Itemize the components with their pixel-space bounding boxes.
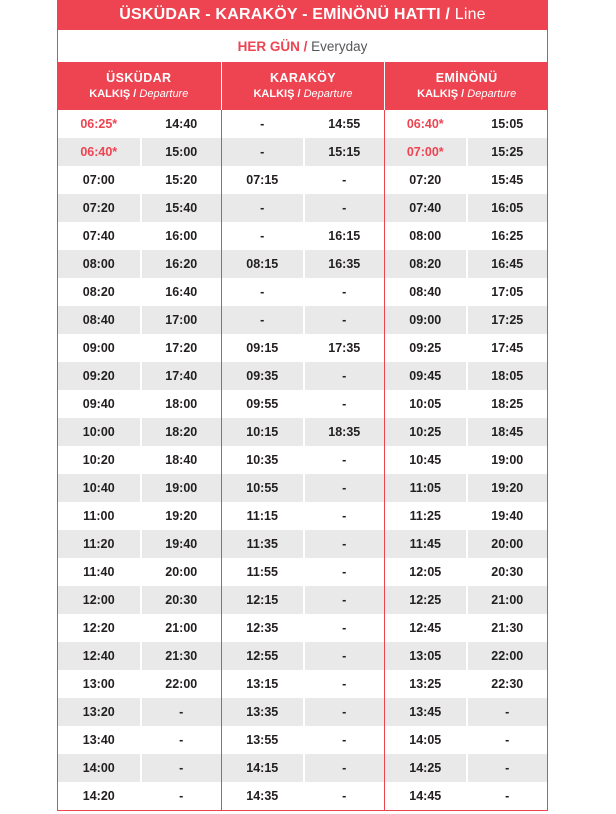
timetable-row	[58, 530, 547, 558]
timetable-row	[58, 502, 547, 530]
no-service-cell: -	[303, 390, 385, 418]
time-cell: 15:20	[140, 166, 222, 194]
departure-label: KALKIŞ / Departure	[89, 88, 189, 101]
time-cell: 07:40	[384, 194, 466, 222]
time-cell: 12:40	[82, 649, 115, 663]
no-service-cell: -	[303, 306, 385, 334]
time-cell: 08:00	[384, 222, 466, 250]
time-cell: 13:45	[384, 698, 466, 726]
no-service-cell: -	[303, 530, 385, 558]
no-service-cell: -	[140, 754, 222, 782]
schedule-label	[57, 30, 548, 62]
timetable-row	[58, 474, 547, 502]
time-cell: 20:00	[466, 530, 548, 558]
no-service-cell: -	[303, 362, 385, 390]
station-name: KARAKÖY	[269, 70, 336, 85]
no-service-cell: -	[140, 698, 222, 726]
no-service-cell: -	[303, 754, 385, 782]
time-cell: 16:35	[303, 250, 385, 278]
time-cell: 12:35	[221, 614, 303, 642]
time-cell: 11:25	[384, 502, 466, 530]
route-title-text: ÜSKÜDAR - KARAKÖY - EMİNÖNÜ HATTI /	[119, 6, 455, 23]
no-service-cell: -	[303, 446, 385, 474]
time-cell: 21:30	[466, 614, 548, 642]
timetable-row	[58, 166, 547, 194]
time-cell: 15:05	[466, 110, 548, 138]
timetable-row	[58, 558, 547, 586]
time-cell: 06:25*	[80, 117, 118, 131]
time-cell: 19:40	[466, 502, 548, 530]
time-cell: 09:40	[82, 397, 115, 411]
schedule-label-tr: HER GÜN /	[237, 38, 312, 54]
no-service-cell: -	[303, 194, 385, 222]
time-cell: 21:00	[140, 614, 222, 642]
time-cell: 15:25	[466, 138, 548, 166]
time-cell: 16:25	[466, 222, 548, 250]
time-cell: 12:25	[384, 586, 466, 614]
time-cell: 20:30	[466, 558, 548, 586]
time-cell: 10:20	[82, 453, 115, 467]
time-cell: 11:45	[384, 530, 466, 558]
time-cell: 17:00	[140, 306, 222, 334]
time-cell: 10:00	[82, 425, 115, 439]
time-cell: 13:25	[384, 670, 466, 698]
timetable-row	[58, 362, 547, 390]
time-cell: 09:45	[384, 362, 466, 390]
time-cell: 18:25	[466, 390, 548, 418]
time-cell: 16:20	[140, 250, 222, 278]
time-cell: 06:40*	[384, 110, 466, 138]
time-cell: 19:40	[140, 530, 222, 558]
time-cell: 13:00	[82, 677, 115, 691]
no-service-cell: -	[221, 278, 303, 306]
time-cell: 13:35	[221, 698, 303, 726]
route-title	[57, 0, 548, 30]
time-cell: 18:35	[303, 418, 385, 446]
no-service-cell: -	[221, 222, 303, 250]
time-cell: 09:20	[82, 369, 115, 383]
time-cell: 13:20	[82, 705, 115, 719]
time-cell: 17:35	[303, 334, 385, 362]
time-cell: 14:55	[303, 110, 385, 138]
time-cell: 07:20	[82, 201, 115, 215]
time-cell: 11:55	[221, 558, 303, 586]
time-cell: 12:55	[221, 642, 303, 670]
time-cell: 17:05	[466, 278, 548, 306]
route-title-suffix: Line	[454, 6, 486, 23]
timetable-row	[58, 418, 547, 446]
timetable-row	[58, 614, 547, 642]
time-cell: 14:45	[384, 782, 466, 810]
time-cell: 19:00	[466, 446, 548, 474]
no-service-cell: -	[303, 782, 385, 810]
time-cell: 13:15	[221, 670, 303, 698]
time-cell: 08:00	[82, 257, 115, 271]
departure-label: KALKIŞ / Departure	[417, 88, 517, 101]
timetable-row	[58, 390, 547, 418]
time-cell: 16:40	[140, 278, 222, 306]
no-service-cell: -	[303, 614, 385, 642]
timetable-row	[58, 782, 547, 810]
timetable-row	[58, 278, 547, 306]
time-cell: 08:20	[82, 285, 115, 299]
timetable-row	[58, 642, 547, 670]
time-cell: 09:00	[384, 306, 466, 334]
no-service-cell: -	[303, 166, 385, 194]
departure-label: KALKIŞ / Departure	[253, 88, 353, 101]
time-cell: 19:00	[140, 474, 222, 502]
no-service-cell: -	[140, 782, 222, 810]
timetable-row	[58, 306, 547, 334]
time-cell: 18:00	[140, 390, 222, 418]
time-cell: 14:40	[140, 110, 222, 138]
time-cell: 10:05	[384, 390, 466, 418]
time-cell: 09:15	[221, 334, 303, 362]
time-cell: 22:00	[466, 642, 548, 670]
time-cell: 15:40	[140, 194, 222, 222]
time-cell: 19:20	[466, 474, 548, 502]
time-cell: 13:55	[221, 726, 303, 754]
time-cell: 10:55	[221, 474, 303, 502]
time-cell: 12:05	[384, 558, 466, 586]
no-service-cell: -	[466, 754, 548, 782]
column-header-band	[57, 62, 548, 110]
time-cell: 14:00	[82, 761, 115, 775]
time-cell: 15:45	[466, 166, 548, 194]
time-cell: 14:35	[221, 782, 303, 810]
time-cell: 10:35	[221, 446, 303, 474]
no-service-cell: -	[221, 138, 303, 166]
no-service-cell: -	[221, 306, 303, 334]
time-cell: 18:20	[140, 418, 222, 446]
time-cell: 16:15	[303, 222, 385, 250]
column-header-karakoy	[221, 62, 385, 110]
schedule-label-en: Everyday	[311, 38, 368, 54]
timetable-row	[58, 194, 547, 222]
station-name: ÜSKÜDAR	[106, 70, 172, 85]
no-service-cell: -	[303, 558, 385, 586]
time-cell: 15:15	[303, 138, 385, 166]
time-cell: 11:00	[83, 509, 115, 523]
time-cell: 12:15	[221, 586, 303, 614]
time-cell: 09:00	[82, 341, 115, 355]
no-service-cell: -	[303, 502, 385, 530]
time-cell: 13:05	[384, 642, 466, 670]
time-cell: 16:05	[466, 194, 548, 222]
no-service-cell: -	[466, 726, 548, 754]
no-service-cell: -	[303, 474, 385, 502]
time-cell: 14:20	[82, 789, 115, 803]
time-cell: 08:40	[384, 278, 466, 306]
time-cell: 17:45	[466, 334, 548, 362]
time-cell: 20:00	[140, 558, 222, 586]
timetable-body	[57, 110, 548, 811]
timetable-row	[58, 222, 547, 250]
time-cell: 11:15	[221, 502, 303, 530]
time-cell: 11:35	[221, 530, 303, 558]
no-service-cell: -	[303, 670, 385, 698]
no-service-cell: -	[466, 698, 548, 726]
time-cell: 17:40	[140, 362, 222, 390]
time-cell: 11:40	[83, 565, 115, 579]
column-header-eminonu	[384, 62, 548, 110]
time-cell: 16:45	[466, 250, 548, 278]
timetable-row	[58, 138, 547, 166]
time-cell: 10:15	[221, 418, 303, 446]
no-service-cell: -	[303, 586, 385, 614]
time-cell: 09:35	[221, 362, 303, 390]
time-cell: 18:05	[466, 362, 548, 390]
time-cell: 09:25	[384, 334, 466, 362]
timetable-row	[58, 698, 547, 726]
time-cell: 08:40	[82, 313, 115, 327]
time-cell: 18:45	[466, 418, 548, 446]
timetable-row	[58, 446, 547, 474]
time-cell: 08:20	[384, 250, 466, 278]
time-cell: 21:00	[466, 586, 548, 614]
time-cell: 10:45	[384, 446, 466, 474]
no-service-cell: -	[303, 278, 385, 306]
time-cell: 14:15	[221, 754, 303, 782]
time-cell: 07:00	[82, 173, 115, 187]
time-cell: 12:45	[384, 614, 466, 642]
timetable-row	[58, 754, 547, 782]
time-cell: 19:20	[140, 502, 222, 530]
no-service-cell: -	[303, 726, 385, 754]
ferry-timetable-card	[57, 0, 548, 811]
no-service-cell: -	[221, 110, 303, 138]
time-cell: 09:55	[221, 390, 303, 418]
time-cell: 18:40	[140, 446, 222, 474]
time-cell: 16:00	[140, 222, 222, 250]
timetable-row	[58, 670, 547, 698]
time-cell: 17:20	[140, 334, 222, 362]
time-cell: 10:25	[384, 418, 466, 446]
time-cell: 22:00	[140, 670, 222, 698]
time-cell: 10:40	[82, 481, 115, 495]
time-cell: 17:25	[466, 306, 548, 334]
time-cell: 08:15	[221, 250, 303, 278]
time-cell: 14:25	[384, 754, 466, 782]
no-service-cell: -	[303, 642, 385, 670]
time-cell: 12:00	[82, 593, 115, 607]
time-cell: 11:05	[384, 474, 466, 502]
no-service-cell: -	[466, 782, 548, 810]
time-cell: 11:20	[83, 537, 115, 551]
column-header-uskudar	[57, 62, 221, 110]
time-cell: 21:30	[140, 642, 222, 670]
timetable-row	[58, 250, 547, 278]
time-cell: 12:20	[82, 621, 115, 635]
time-cell: 07:20	[384, 166, 466, 194]
time-cell: 06:40*	[80, 145, 118, 159]
time-cell: 07:40	[82, 229, 115, 243]
station-name: EMİNÖNÜ	[435, 70, 498, 85]
time-cell: 20:30	[140, 586, 222, 614]
no-service-cell: -	[303, 698, 385, 726]
time-cell: 22:30	[466, 670, 548, 698]
time-cell: 14:05	[384, 726, 466, 754]
timetable-row	[58, 334, 547, 362]
timetable-row	[58, 726, 547, 754]
no-service-cell: -	[221, 194, 303, 222]
time-cell: 07:00*	[384, 138, 466, 166]
timetable-row	[58, 110, 547, 138]
time-cell: 07:15	[221, 166, 303, 194]
time-cell: 13:40	[82, 733, 115, 747]
no-service-cell: -	[140, 726, 222, 754]
time-cell: 15:00	[140, 138, 222, 166]
timetable-row	[58, 586, 547, 614]
